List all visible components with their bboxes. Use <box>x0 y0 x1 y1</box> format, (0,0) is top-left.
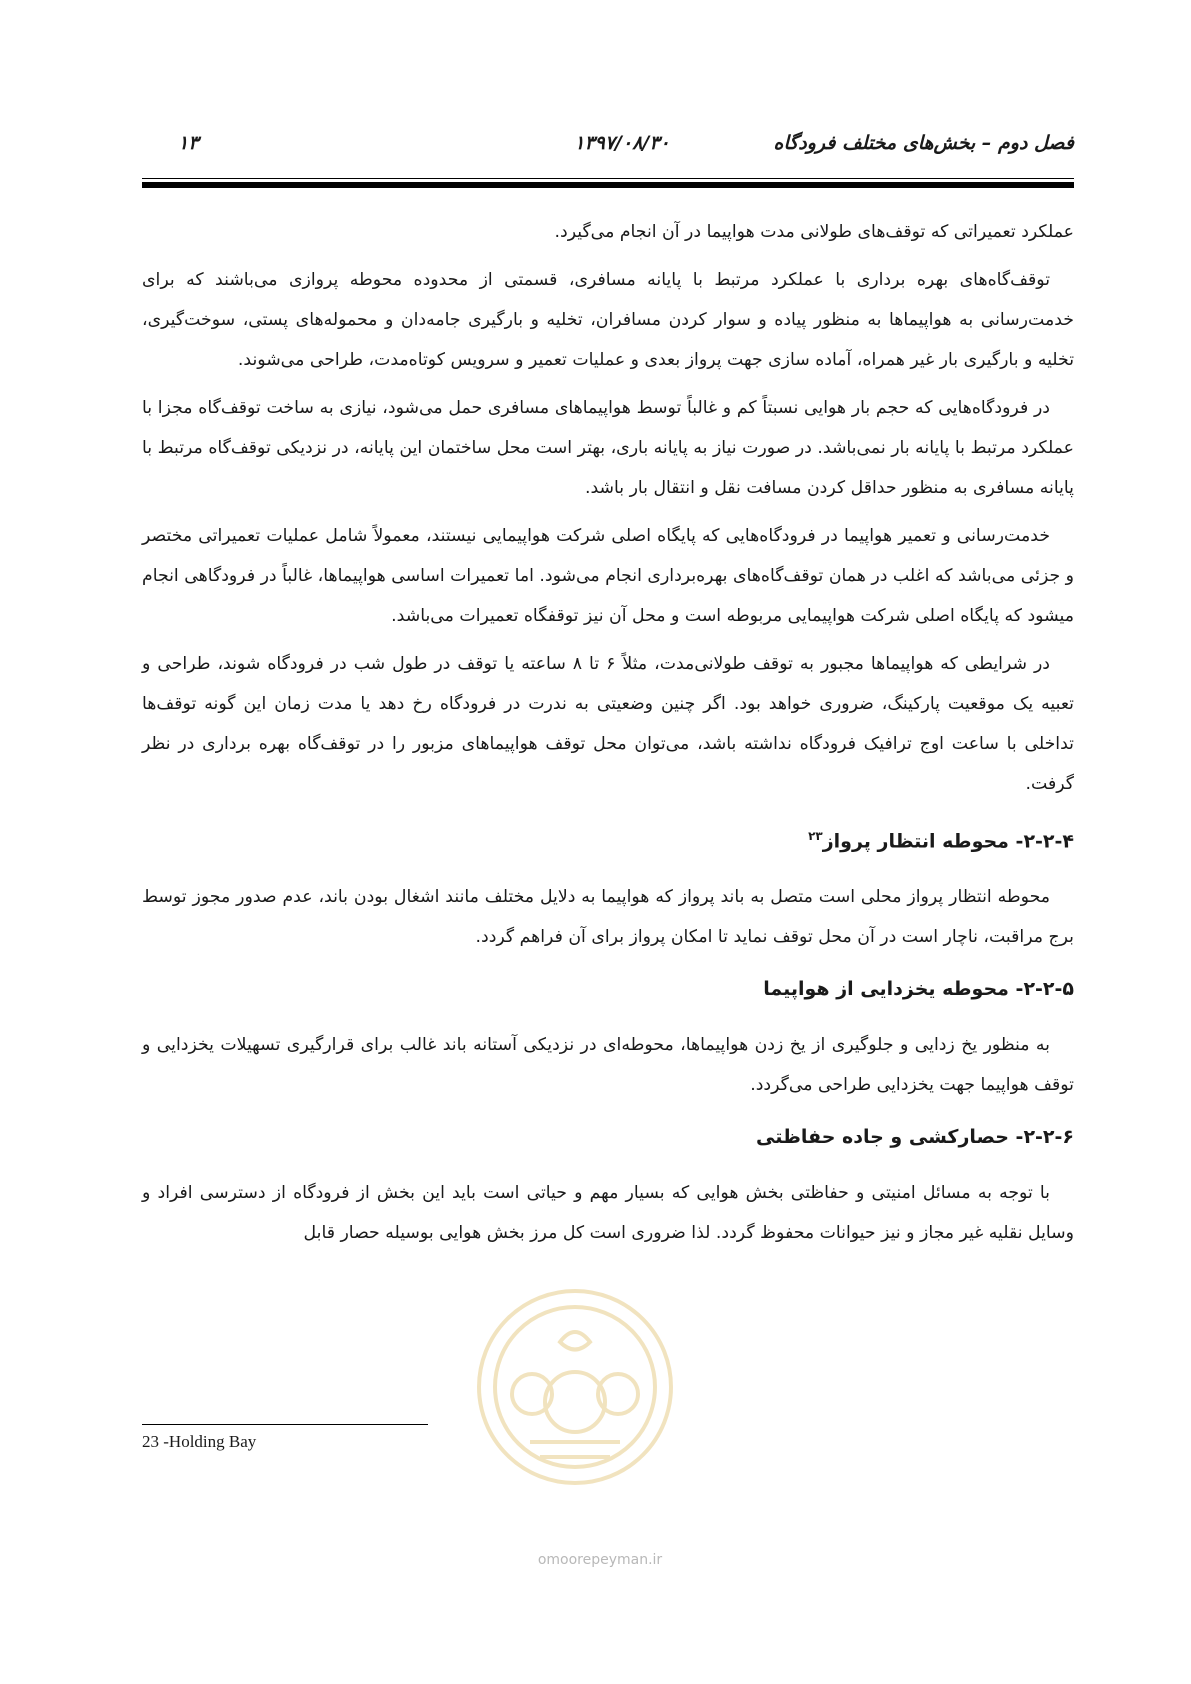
header-rule-thin <box>142 178 1074 179</box>
paragraph-7: به منظور یخ زدایی و جلوگیری از یخ زدن هواپیماها، محوطه‌ای در نزدیکی آستانه باند غالب برای قرارگیری تسهیلات یخزدایی و توقف هواپیما جهت یخزدایی طراحی می‌گردد. <box>142 1035 1074 1096</box>
section-heading-2-2-5: ۲-۲-۵- محوطه یخزدایی از هواپیما <box>763 978 1074 1001</box>
page-number: ۱۳ <box>178 132 199 154</box>
paragraph-3: در فرودگاه‌هایی که حجم بار هوایی نسبتاً کم و غالباً توسط هواپیماهای مسافری حمل می‌شود، نیازی به ساخت توقف‌گاه مجزا با عملکرد مرتبط با پایانه بار نمی‌باشد. در صورت نیاز به پایانه باری، بهتر است محل ساختمان این پایانه، در نزدیکی توقف‌گاه مرتبط با پایانه مسافری به منظور حداقل کردن مسافت نقل و انتقال بار باشد. <box>142 398 1074 498</box>
chapter-title: فصل دوم – بخش‌های مختلف فرودگاه <box>773 132 1074 154</box>
section-heading-text: ۲-۲-۴- محوطه انتظار پرواز <box>822 830 1074 853</box>
header-rule-thick <box>142 182 1074 188</box>
watermark-seal-icon <box>470 1282 680 1492</box>
footnote-rule <box>142 1424 428 1425</box>
paragraph-6: محوطه انتظار پرواز محلی است متصل به باند پرواز که هواپیما به دلایل مختلف مانند اشغال بودن باند، عدم صدور مجوز توسط برج مراقبت، ناچار است در آن محل توقف نماید تا امکان پرواز برای آن فراهم گردد. <box>142 887 1074 948</box>
footnote: 23 -Holding Bay <box>142 1432 257 1451</box>
page-header <box>170 132 1074 168</box>
watermark-url: omoorepeyman.ir <box>537 1552 663 1568</box>
paragraph-5: در شرایطی که هواپیماها مجبور به توقف طولانی‌مدت، مثلاً ۶ تا ۸ ساعته یا توقف در طول شب در فرودگاه شوند، طراحی و تعبیه یک موقعیت پارکینگ، ضروری خواهد بود. اگر چنین وضعیتی به ندرت در فرودگاه رخ دهد یا مدت زمان این گونه توقف‌ها تداخلی با ساعت اوج ترافیک فرودگاه نداشته باشد، می‌توان محل توقف هواپیماهای مزبور را در توقف‌گاه بهره برداری در نظر گرفت. <box>142 654 1074 794</box>
paragraph-8: با توجه به مسائل امنیتی و حفاظتی بخش هوایی که بسیار مهم و حیاتی است باید این بخش از فرودگاه از دسترسی افراد و وسایل نقلیه غیر مجاز و نیز حیوانات محفوظ گردد. لذا ضروری است کل مرز بخش هوایی بوسیله حصار قابل <box>142 1183 1074 1244</box>
paragraph-2: توقف‌گاه‌های بهره برداری با عملکرد مرتبط با پایانه مسافری، قسمتی از محدوده محوطه پروازی می‌باشند که برای خدمت‌رسانی به هواپیماها به منظور پیاده و سوار کردن مسافران، تخلیه و بارگیری جامه‌دان و محموله‌های پستی، سوخت‌گیری، تخلیه و بارگیری بار غیر همراه، آماده سازی جهت پرواز بعدی و عملیات تعمیر و سرویس کوتاه‌مدت، طراحی می‌شوند. <box>142 270 1074 370</box>
section-heading-2-2-6: ۲-۲-۶- حصارکشی و جاده حفاظتی <box>756 1126 1074 1149</box>
document-body <box>142 212 1074 1261</box>
paragraph-1: عملکرد تعمیراتی که توقف‌های طولانی مدت هواپیما در آن انجام می‌گیرد. <box>554 222 1074 242</box>
header-date: ۱۳۹۷/۰۸/۳۰ <box>574 132 670 154</box>
footnote-ref[interactable]: ۲۳ <box>808 829 823 843</box>
paragraph-4: خدمت‌رسانی و تعمیر هواپیما در فرودگاه‌هایی که پایگاه اصلی شرکت هواپیمایی نیستند، معمولاً شامل عملیات تعمیراتی مختصر و جزئی می‌باشد که اغلب در همان توقف‌گاه‌های بهره‌برداری انجام می‌شود. اما تعمیرات اساسی هواپیماها، غالباً در فرودگاهی انجام میشود که پایگاه اصلی شرکت هواپیمایی مربوطه است و محل آن نیز توقفگاه تعمیرات می‌باشد. <box>142 526 1074 626</box>
section-heading-2-2-4 <box>142 818 1074 859</box>
